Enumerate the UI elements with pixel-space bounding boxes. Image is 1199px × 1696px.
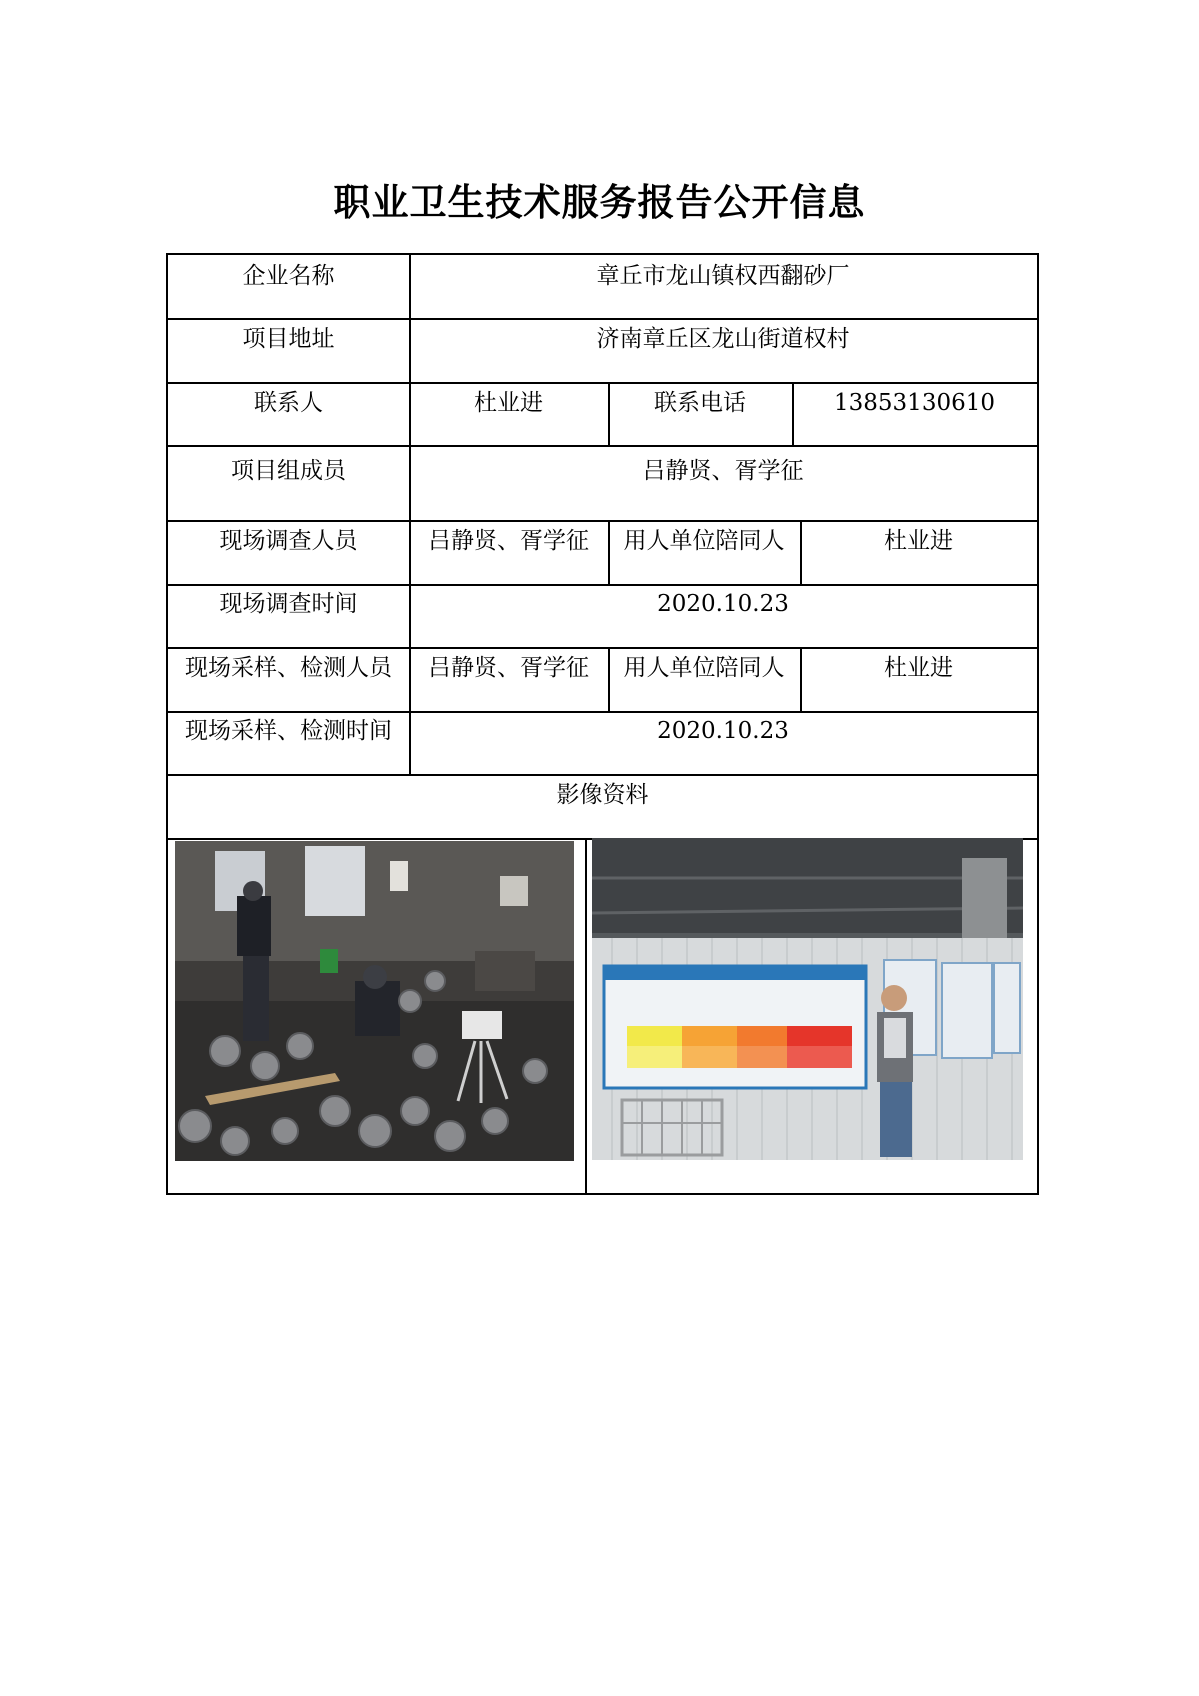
- row-divider: [168, 711, 1037, 713]
- sampling-escort-label: 用人单位陪同人: [623, 655, 785, 681]
- phone-label: 联系电话: [654, 390, 746, 416]
- row-divider: [168, 584, 1037, 586]
- survey-escort-label: 用人单位陪同人: [623, 528, 785, 554]
- sampling-staff-label: 现场采样、检测人员: [185, 655, 392, 681]
- survey-staff-value: 吕静贤、胥学征: [428, 528, 589, 554]
- row-divider: [168, 774, 1037, 776]
- survey-escort-value: 杜业进: [884, 528, 953, 554]
- info-table: [166, 253, 1039, 1195]
- survey-time-label: 现场调查时间: [219, 591, 358, 617]
- company-value: 章丘市龙山镇权西翻砂厂: [596, 263, 850, 289]
- phone-value: 13853130610: [834, 390, 995, 416]
- sampling-time-label: 现场采样、检测时间: [185, 718, 392, 744]
- members-value: 吕静贤、胥学征: [642, 458, 804, 484]
- company-label: 企业名称: [242, 263, 335, 289]
- survey-staff-label: 现场调查人员: [219, 528, 358, 554]
- row-divider: [168, 445, 1037, 447]
- row-divider: [168, 647, 1037, 649]
- address-label: 项目地址: [242, 326, 335, 352]
- sampling-escort-value: 杜业进: [884, 655, 953, 681]
- workshop-photo: [175, 841, 574, 1161]
- page-title: 职业卫生技术服务报告公开信息: [333, 181, 866, 224]
- images-heading: 影像资料: [556, 782, 649, 808]
- members-label: 项目组成员: [231, 458, 346, 484]
- sampling-staff-value: 吕静贤、胥学征: [428, 655, 589, 681]
- contact-value: 杜业进: [474, 390, 543, 416]
- sampling-time-value: 2020.10.23: [657, 718, 789, 744]
- survey-time-value: 2020.10.23: [657, 591, 789, 617]
- notice-board-photo: [592, 838, 1023, 1160]
- row-divider: [168, 382, 1037, 384]
- address-value: 济南章丘区龙山街道权村: [596, 326, 850, 352]
- row-divider: [168, 520, 1037, 522]
- row-divider: [168, 318, 1037, 320]
- contact-label: 联系人: [254, 390, 323, 416]
- column-divider: [585, 838, 587, 1193]
